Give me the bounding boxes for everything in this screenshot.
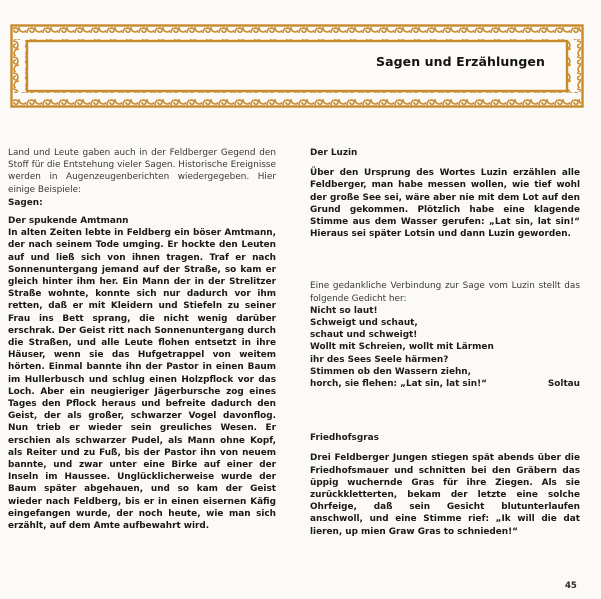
- story-text-luzin: Über den Ursprung des Wortes Luzin erzählen alle Feldberger, man habe messen wollen, wie tief wohl der große See sei, wäre aber nie mit dem Lot auf den Grund gekommen. Plötzlich habe eine klagende Stimme aus dem Wasser gerufen: „Lat sin, lat sin!“ Hieraus sei später Lotsin und dann Luzin geworden.: [310, 168, 580, 240]
- story-text-friedhofsgras: Drei Feldberger Jungen stiegen spät abends über die Friedhofsmauer und schnitten bei den Gräbern das üppig wuchernde Gras für ihre Ziegen. Als sie zurückkletterten, bekam der letzte eine solche Ohrfeige, daß sein Gesicht blutunterlaufen anschwoll, und eine Stimme rief: „Ik will die dat lieren, up mien Graw Gras to schnieden!“: [310, 453, 580, 537]
- poem-last-line-row: [310, 378, 580, 390]
- right-column: [310, 147, 580, 538]
- poem-line: horch, sie flehen: „Lat sin, lat sin!“: [310, 379, 487, 390]
- section-label-sagen: Sagen:: [8, 197, 43, 208]
- poem-line: Nicht so laut!: [310, 305, 378, 316]
- poem-line: schaut und schweigt!: [310, 330, 418, 341]
- poem-intro: Eine gedankliche Verbindung zur Sage vom Luzin stellt das folgende Gedicht her:: [310, 281, 580, 304]
- story-text-amtmann: In alten Zeiten lebte in Feldberg ein böser Amtmann, der nach seinem Tode umging. Er hockte den Leuten auf und ließ sich von ihnen tragen. Traf er nach Sonnenuntergang jemand auf der Straße, so kam er gleich hinter ihm her. Ein Mann der in der Strelitzer Straße wohnte, konnte sich nur dadurch vor ihm retten, daß er mit Kleidern und Stiefeln zu seiner Frau ins Bett sprang, die nicht wenig darüber erschrak. Der Geist ritt nach Sonnenuntergang durch die Straßen, und alle Leute flohen entsetzt in ihre Häuser, wenn sie das Hufgetrappel von weitem hörten. Einmal bannte ihn der Pastor in einen Baum im Hullerbusch und schlug einen Holzpflock vor das Loch. Aber ein neugieriger Jägerbursche zog eines Tages den Pflock heraus und befreite dadurch den Geist, der als großer, schwarzer Vogel davonflog. Nun trieb er wieder sein greuliches Wesen. Er erschien als schwarzer Pudel, als Mann ohne Kopf, als Reiter und zu Fuß, bis der Pastor ihn von neuem bannte, und zwar unter eine Birke auf einer der Inseln im Haussee. Unglücklicherweise wurde der Baum später abgehauen, und so kam der Geist wieder nach Feldberg, bis er in einen eisernen Käfig eingefangen wurde, der noch heute, wie man sich erzählt, auf dem Amte aufbewahrt wird.: [8, 228, 276, 532]
- story-title-luzin: Der Luzin: [310, 148, 358, 158]
- page-title: Sagen und Erzählungen: [375, 54, 545, 69]
- intro-paragraph: Land und Leute gaben auch in der Feldberger Gegend den Stoff für die Entstehung vieler Sagen. Historische Ereignisse werden in Augenzeugenberichten wiedergegeben. Hier einige Beispiele:: [8, 148, 276, 195]
- poem-line: Wollt mit Schreien, wollt mit Lärmen: [310, 342, 494, 353]
- page-number: 45: [565, 581, 577, 591]
- story-title-amtmann: Der spukende Amtmann: [8, 216, 129, 227]
- poem-author: Soltau: [547, 379, 580, 390]
- left-column: [8, 147, 276, 532]
- poem-line: Schweigt und schaut,: [310, 318, 418, 329]
- poem-line: Stimmen ob den Wassern ziehn,: [310, 366, 471, 377]
- poem-line: ihr des Sees Seele härmen?: [310, 354, 449, 365]
- story-title-friedhofsgras: Friedhofsgras: [310, 433, 379, 444]
- poem: [310, 305, 580, 390]
